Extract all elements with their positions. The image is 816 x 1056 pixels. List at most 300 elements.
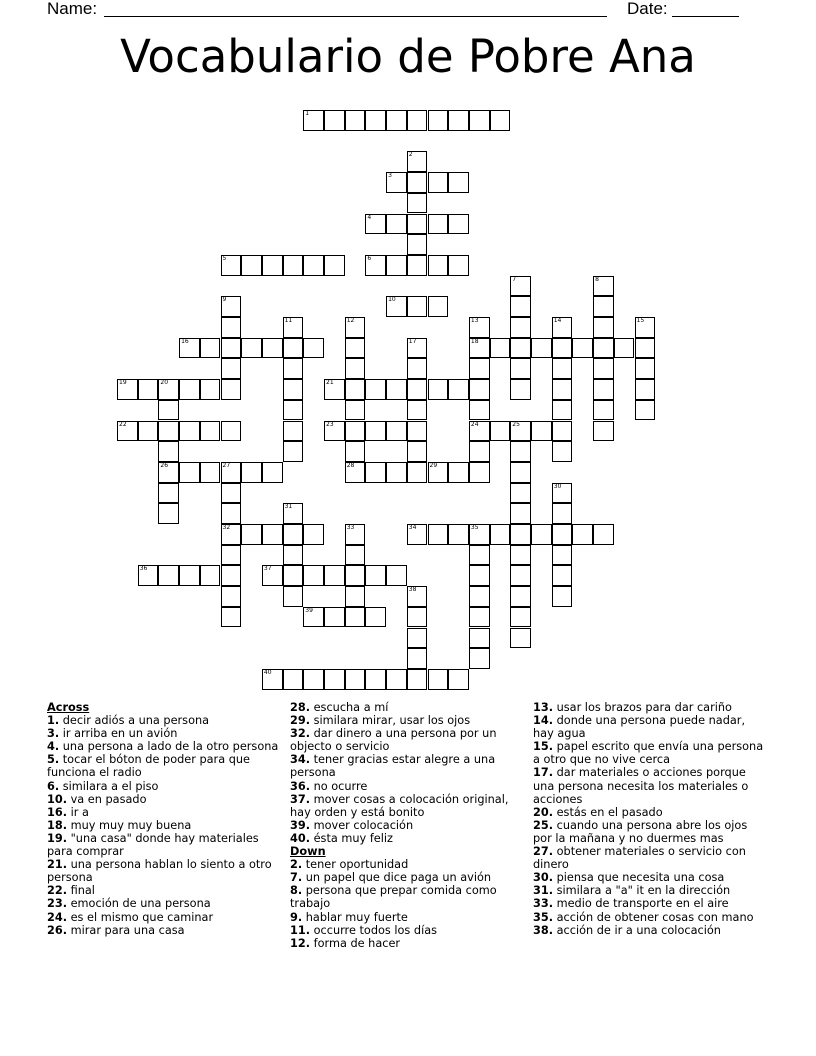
grid-cell[interactable] <box>510 483 531 504</box>
grid-cell[interactable] <box>303 255 324 276</box>
grid-cell[interactable] <box>469 524 490 545</box>
grid-cell[interactable] <box>283 379 304 400</box>
clue-number: 14 <box>553 317 562 324</box>
grid-cell[interactable] <box>345 338 366 359</box>
grid-cell[interactable] <box>386 255 407 276</box>
clue-text: tener gracias estar alegre a una persona <box>290 753 496 780</box>
grid-cell[interactable] <box>428 255 449 276</box>
grid-cell[interactable] <box>283 545 304 566</box>
grid-cell[interactable] <box>303 669 324 690</box>
grid-cell[interactable] <box>552 586 573 607</box>
grid-cell[interactable] <box>262 462 283 483</box>
grid-cell[interactable] <box>448 110 469 131</box>
grid-cell[interactable] <box>158 503 179 524</box>
grid-cell[interactable] <box>324 379 345 400</box>
grid-cell[interactable] <box>593 358 614 379</box>
grid-cell[interactable] <box>614 338 635 359</box>
grid-cell[interactable] <box>303 524 324 545</box>
grid-cell[interactable] <box>510 276 531 297</box>
grid-cell[interactable] <box>262 255 283 276</box>
grid-cell[interactable] <box>386 462 407 483</box>
clue-label-number: 9. <box>290 910 303 924</box>
clue-label-number: 3. <box>47 727 60 741</box>
grid-cell[interactable] <box>552 421 573 442</box>
grid-cell[interactable] <box>407 151 428 172</box>
clue-label-number: 36. <box>290 779 311 793</box>
grid-cell[interactable] <box>179 421 200 442</box>
clue-label-number: 33. <box>533 897 554 911</box>
clue-label-number: 29. <box>290 714 311 728</box>
grid-cell[interactable] <box>365 565 386 586</box>
grid-cell[interactable] <box>241 255 262 276</box>
grid-cell[interactable] <box>345 669 366 690</box>
grid-cell[interactable] <box>241 462 262 483</box>
grid-cell[interactable] <box>221 586 242 607</box>
clue-label-number: 5. <box>47 753 60 767</box>
grid-cell[interactable] <box>386 172 407 193</box>
grid-cell[interactable] <box>510 607 531 628</box>
grid-cell[interactable] <box>158 483 179 504</box>
grid-cell[interactable] <box>552 483 573 504</box>
grid-cell[interactable] <box>490 110 511 131</box>
grid-cell[interactable] <box>407 400 428 421</box>
clue-number: 26 <box>160 461 169 469</box>
grid-cell[interactable] <box>407 607 428 628</box>
grid-cell[interactable] <box>635 400 656 421</box>
grid-cell[interactable] <box>407 441 428 462</box>
clue-text: usar los brazos para dar cariño <box>553 701 732 714</box>
grid-cell[interactable] <box>365 255 386 276</box>
grid-cell[interactable] <box>428 110 449 131</box>
grid-cell[interactable] <box>283 503 304 524</box>
clue-text: mover colocación <box>310 818 414 832</box>
clue-text: un papel que dice paga un avión <box>302 871 492 885</box>
across-clue <box>290 819 522 832</box>
clue-label-number: 2. <box>290 858 303 872</box>
grid-cell[interactable] <box>490 524 511 545</box>
grid-cell[interactable] <box>179 565 200 586</box>
down-clue <box>533 911 769 924</box>
grid-cell[interactable] <box>407 524 428 545</box>
grid-cell[interactable] <box>407 421 428 442</box>
grid-cell[interactable] <box>179 462 200 483</box>
grid-cell[interactable] <box>469 358 490 379</box>
grid-cell[interactable] <box>283 400 304 421</box>
grid-cell[interactable] <box>386 565 407 586</box>
grid-cell[interactable] <box>138 379 159 400</box>
clue-label-number: 19. <box>47 831 68 845</box>
grid-cell[interactable] <box>345 524 366 545</box>
grid-cell[interactable] <box>407 110 428 131</box>
clue-label-number: 4. <box>47 740 60 754</box>
grid-cell[interactable] <box>221 524 242 545</box>
grid-cell[interactable] <box>407 338 428 359</box>
clue-label-number: 27. <box>533 845 554 859</box>
grid-cell[interactable] <box>386 379 407 400</box>
grid-cell[interactable] <box>407 214 428 235</box>
grid-cell[interactable] <box>283 441 304 462</box>
down-clue <box>290 924 522 937</box>
grid-cell[interactable] <box>428 462 449 483</box>
grid-cell[interactable] <box>510 545 531 566</box>
grid-cell[interactable] <box>448 524 469 545</box>
grid-cell[interactable] <box>448 462 469 483</box>
clue-text: emoción de una persona <box>67 897 211 911</box>
clue-label-number: 8. <box>290 884 303 898</box>
grid-cell[interactable] <box>469 317 490 338</box>
clue-text: mirar para una casa <box>67 923 185 937</box>
clue-number: 7 <box>512 275 517 283</box>
down-clue <box>290 858 522 871</box>
grid-cell[interactable] <box>593 317 614 338</box>
grid-cell[interactable] <box>469 586 490 607</box>
grid-cell[interactable] <box>283 565 304 586</box>
grid-cell[interactable] <box>593 379 614 400</box>
grid-cell[interactable] <box>283 317 304 338</box>
grid-cell[interactable] <box>221 255 242 276</box>
grid-cell[interactable] <box>469 462 490 483</box>
grid-cell[interactable] <box>448 669 469 690</box>
grid-cell[interactable] <box>365 421 386 442</box>
grid-cell[interactable] <box>593 276 614 297</box>
grid-cell[interactable] <box>448 172 469 193</box>
grid-cell[interactable] <box>221 317 242 338</box>
grid-cell[interactable] <box>552 400 573 421</box>
grid-cell[interactable] <box>552 379 573 400</box>
clue-number: 2 <box>408 151 413 159</box>
grid-cell[interactable] <box>407 234 428 255</box>
grid-cell[interactable] <box>635 317 656 338</box>
grid-cell[interactable] <box>345 462 366 483</box>
clue-number: 32 <box>222 524 231 531</box>
grid-cell[interactable] <box>469 441 490 462</box>
across-clue <box>290 780 522 793</box>
grid-cell[interactable] <box>179 379 200 400</box>
grid-cell[interactable] <box>345 358 366 379</box>
grid-cell[interactable] <box>283 255 304 276</box>
grid-cell[interactable] <box>365 669 386 690</box>
grid-cell[interactable] <box>448 214 469 235</box>
across-clue <box>47 793 279 806</box>
down-clue <box>533 740 769 766</box>
grid-cell[interactable] <box>407 255 428 276</box>
grid-cell[interactable] <box>365 110 386 131</box>
grid-cell[interactable] <box>469 379 490 400</box>
clue-number: 35 <box>470 524 479 531</box>
grid-cell[interactable] <box>262 338 283 359</box>
grid-cell[interactable] <box>407 296 428 317</box>
grid-cell[interactable] <box>572 524 593 545</box>
grid-cell[interactable] <box>469 648 490 669</box>
grid-cell[interactable] <box>552 565 573 586</box>
grid-cell[interactable] <box>428 172 449 193</box>
clue-number: 18 <box>470 337 479 345</box>
across-clue <box>47 924 279 937</box>
grid-cell[interactable] <box>448 255 469 276</box>
clue-label-number: 21. <box>47 858 68 872</box>
clue-text: va en pasado <box>67 792 147 806</box>
grid-cell[interactable] <box>386 214 407 235</box>
grid-cell[interactable] <box>117 379 138 400</box>
clue-number: 37 <box>263 565 272 573</box>
grid-cell[interactable] <box>221 379 242 400</box>
clue-text: no ocurre <box>310 779 368 793</box>
grid-cell[interactable] <box>469 421 490 442</box>
grid-cell[interactable] <box>345 110 366 131</box>
grid-cell[interactable] <box>221 358 242 379</box>
grid-cell[interactable] <box>303 607 324 628</box>
grid-cell[interactable] <box>241 524 262 545</box>
grid-cell[interactable] <box>345 379 366 400</box>
grid-cell[interactable] <box>510 338 531 359</box>
across-clue <box>290 753 522 779</box>
grid-cell[interactable] <box>510 379 531 400</box>
grid-cell[interactable] <box>469 607 490 628</box>
grid-cell[interactable] <box>386 421 407 442</box>
clue-label-number: 31. <box>533 884 554 898</box>
across-clue <box>47 911 279 924</box>
clue-text: obtener materiales o servicio con dinero <box>533 845 746 872</box>
grid-cell[interactable] <box>345 607 366 628</box>
grid-cell[interactable] <box>469 400 490 421</box>
clue-text: dar materiales o acciones porque una persona necesita los materiales o acciones <box>533 766 749 806</box>
grid-cell[interactable] <box>552 503 573 524</box>
grid-cell[interactable] <box>510 462 531 483</box>
grid-cell[interactable] <box>200 421 221 442</box>
clue-text: una persona hablan lo siento a otro persona <box>47 858 272 885</box>
clue-text: similara a "a" it en la dirección <box>553 884 731 898</box>
grid-cell[interactable] <box>345 317 366 338</box>
grid-cell[interactable] <box>407 628 428 649</box>
grid-cell[interactable] <box>510 628 531 649</box>
grid-cell[interactable] <box>303 338 324 359</box>
grid-cell[interactable] <box>407 193 428 214</box>
grid-cell[interactable] <box>324 421 345 442</box>
grid-cell[interactable] <box>221 607 242 628</box>
clue-number: 3 <box>388 172 392 180</box>
grid-cell[interactable] <box>138 565 159 586</box>
grid-cell[interactable] <box>221 565 242 586</box>
grid-cell[interactable] <box>241 338 262 359</box>
grid-cell[interactable] <box>221 483 242 504</box>
grid-cell[interactable] <box>200 379 221 400</box>
grid-cell[interactable] <box>510 524 531 545</box>
grid-cell[interactable] <box>407 379 428 400</box>
grid-cell[interactable] <box>158 565 179 586</box>
grid-cell[interactable] <box>365 607 386 628</box>
clue-text: cuando una persona abre los ojos por la mañana y no duermes mas <box>533 818 748 845</box>
grid-cell[interactable] <box>200 565 221 586</box>
clue-text: una persona a lado de la otro persona <box>59 740 279 754</box>
grid-cell[interactable] <box>179 338 200 359</box>
grid-cell[interactable] <box>510 565 531 586</box>
grid-cell[interactable] <box>428 379 449 400</box>
clue-label-number: 38. <box>533 923 554 937</box>
clue-text: estás en el pasado <box>553 805 663 819</box>
clue-text: acción de obtener cosas con mano <box>553 910 754 924</box>
grid-cell[interactable] <box>221 338 242 359</box>
clues-column-1 <box>47 701 279 937</box>
clue-label-number: 12. <box>290 936 311 950</box>
grid-cell[interactable] <box>221 421 242 442</box>
across-clue <box>47 858 279 884</box>
clue-number: 28 <box>346 461 355 469</box>
grid-cell[interactable] <box>510 317 531 338</box>
grid-cell[interactable] <box>510 296 531 317</box>
clue-number: 10 <box>388 296 396 304</box>
clue-label-number: 35. <box>533 910 554 924</box>
grid-cell[interactable] <box>365 462 386 483</box>
grid-cell[interactable] <box>262 524 283 545</box>
clue-label-number: 26. <box>47 923 68 937</box>
grid-cell[interactable] <box>324 669 345 690</box>
grid-cell[interactable] <box>262 565 283 586</box>
grid-cell[interactable] <box>552 338 573 359</box>
grid-cell[interactable] <box>407 172 428 193</box>
grid-cell[interactable] <box>635 338 656 359</box>
clue-number: 31 <box>284 503 293 511</box>
clue-number: 38 <box>408 586 417 594</box>
clue-number: 39 <box>305 606 313 614</box>
grid-cell[interactable] <box>200 338 221 359</box>
grid-cell[interactable] <box>386 110 407 131</box>
grid-cell[interactable] <box>552 524 573 545</box>
grid-cell[interactable] <box>221 462 242 483</box>
grid-cell[interactable] <box>469 110 490 131</box>
grid-cell[interactable] <box>490 338 511 359</box>
grid-cell[interactable] <box>283 338 304 359</box>
grid-cell[interactable] <box>635 379 656 400</box>
clue-text: ir arriba en un avión <box>59 727 178 741</box>
grid-cell[interactable] <box>324 255 345 276</box>
grid-cell[interactable] <box>324 607 345 628</box>
grid-cell[interactable] <box>386 296 407 317</box>
grid-cell[interactable] <box>345 441 366 462</box>
grid-cell[interactable] <box>552 441 573 462</box>
grid-cell[interactable] <box>510 421 531 442</box>
grid-cell[interactable] <box>158 379 179 400</box>
grid-cell[interactable] <box>593 524 614 545</box>
grid-cell[interactable] <box>572 338 593 359</box>
grid-cell[interactable] <box>510 358 531 379</box>
clue-label-number: 13. <box>533 701 554 714</box>
grid-cell[interactable] <box>469 545 490 566</box>
grid-cell[interactable] <box>469 628 490 649</box>
clue-text: tener oportunidad <box>302 858 409 872</box>
grid-cell[interactable] <box>531 421 552 442</box>
down-clue <box>533 766 769 805</box>
down-heading: Down <box>290 845 326 859</box>
grid-cell[interactable] <box>469 565 490 586</box>
down-clue <box>533 714 769 740</box>
grid-cell[interactable] <box>490 421 511 442</box>
grid-cell[interactable] <box>365 379 386 400</box>
grid-cell[interactable] <box>448 379 469 400</box>
grid-cell[interactable] <box>283 421 304 442</box>
grid-cell[interactable] <box>510 441 531 462</box>
grid-cell[interactable] <box>303 565 324 586</box>
down-clue <box>533 924 769 937</box>
grid-cell[interactable] <box>469 338 490 359</box>
grid-cell[interactable] <box>635 358 656 379</box>
across-clues-part-1 <box>47 714 279 937</box>
grid-cell[interactable] <box>283 524 304 545</box>
grid-cell[interactable] <box>428 296 449 317</box>
clue-label-number: 18. <box>47 818 68 832</box>
grid-cell[interactable] <box>593 296 614 317</box>
grid-cell[interactable] <box>407 586 428 607</box>
clue-text: acción de ir a una colocación <box>553 923 721 937</box>
clue-label-number: 16. <box>47 805 68 819</box>
across-clues-part-2 <box>290 701 522 845</box>
grid-cell[interactable] <box>428 669 449 690</box>
grid-cell[interactable] <box>138 421 159 442</box>
grid-cell[interactable] <box>428 214 449 235</box>
grid-cell[interactable] <box>407 648 428 669</box>
clue-label-number: 24. <box>47 910 68 924</box>
grid-cell[interactable] <box>345 545 366 566</box>
grid-cell[interactable] <box>303 110 324 131</box>
grid-cell[interactable] <box>365 214 386 235</box>
grid-cell[interactable] <box>221 503 242 524</box>
grid-cell[interactable] <box>158 441 179 462</box>
grid-cell[interactable] <box>345 421 366 442</box>
grid-cell[interactable] <box>283 669 304 690</box>
grid-cell[interactable] <box>324 565 345 586</box>
grid-cell[interactable] <box>158 462 179 483</box>
grid-cell[interactable] <box>262 669 283 690</box>
grid-cell[interactable] <box>510 503 531 524</box>
grid-cell[interactable] <box>283 358 304 379</box>
grid-cell[interactable] <box>593 400 614 421</box>
grid-cell[interactable] <box>531 524 552 545</box>
grid-cell[interactable] <box>593 338 614 359</box>
grid-cell[interactable] <box>283 586 304 607</box>
grid-cell[interactable] <box>158 421 179 442</box>
clue-number: 33 <box>346 524 355 531</box>
clue-number: 17 <box>408 337 417 345</box>
grid-cell[interactable] <box>345 400 366 421</box>
grid-cell[interactable] <box>345 586 366 607</box>
grid-cell[interactable] <box>386 669 407 690</box>
grid-cell[interactable] <box>117 421 138 442</box>
grid-cell[interactable] <box>531 338 552 359</box>
across-clue <box>290 714 522 727</box>
grid-cell[interactable] <box>158 400 179 421</box>
grid-cell[interactable] <box>428 524 449 545</box>
grid-cell[interactable] <box>552 358 573 379</box>
grid-cell[interactable] <box>221 545 242 566</box>
grid-cell[interactable] <box>200 462 221 483</box>
grid-cell[interactable] <box>407 669 428 690</box>
across-clue <box>47 897 279 910</box>
grid-cell[interactable] <box>510 586 531 607</box>
grid-cell[interactable] <box>593 421 614 442</box>
grid-cell[interactable] <box>407 462 428 483</box>
grid-cell[interactable] <box>324 110 345 131</box>
clue-label-number: 40. <box>290 831 311 845</box>
across-clue <box>47 740 279 753</box>
grid-cell[interactable] <box>552 317 573 338</box>
grid-cell[interactable] <box>407 358 428 379</box>
clue-label-number: 37. <box>290 792 311 806</box>
clue-label-number: 15. <box>533 740 554 754</box>
across-clue <box>47 753 279 779</box>
grid-cell[interactable] <box>552 545 573 566</box>
grid-cell[interactable] <box>221 296 242 317</box>
grid-cell[interactable] <box>345 565 366 586</box>
clue-number: 36 <box>139 565 148 573</box>
